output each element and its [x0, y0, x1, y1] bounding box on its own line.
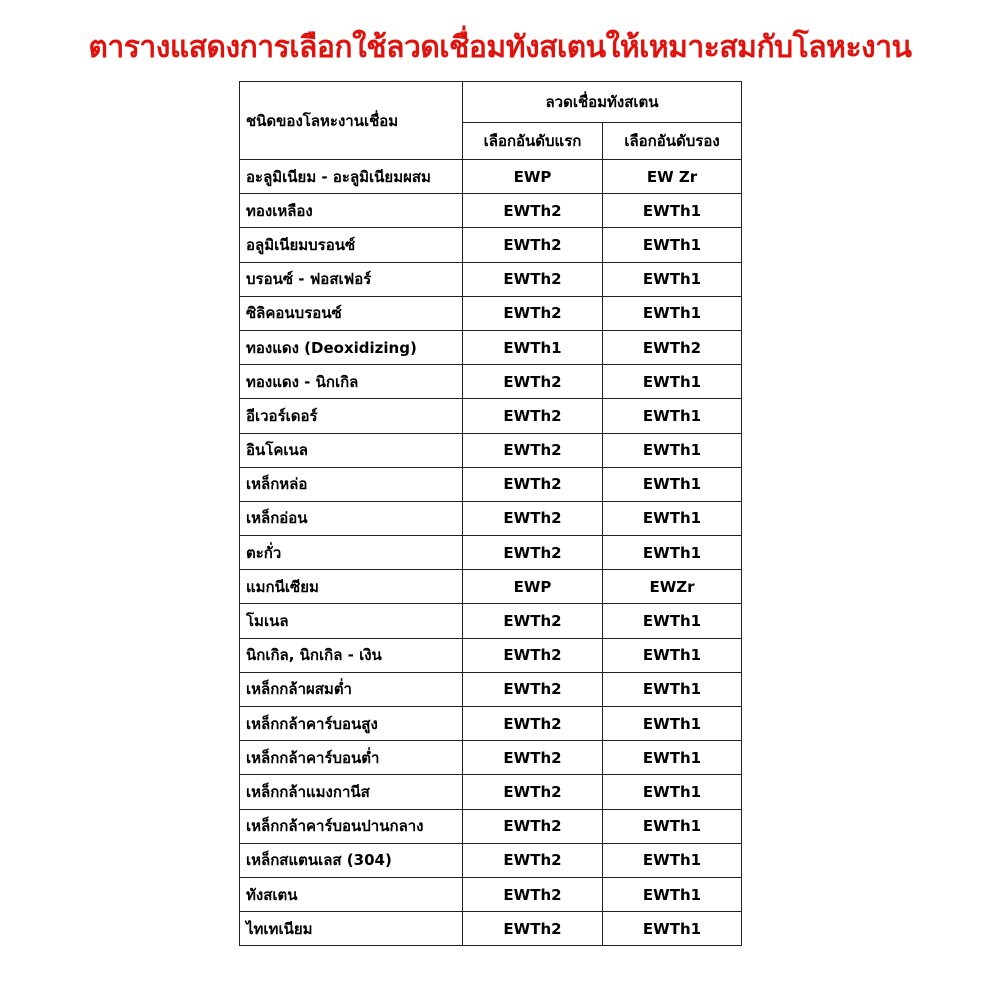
metal-cell: เหล็กกล้าคาร์บอนต่ำ — [240, 741, 463, 775]
first-choice-cell: EWTh2 — [463, 365, 603, 399]
second-choice-cell: EWTh1 — [603, 467, 742, 501]
table-row — [240, 160, 742, 194]
metal-cell: ไทเทเนียม — [240, 912, 463, 946]
second-choice-cell: EWTh1 — [603, 194, 742, 228]
table-row — [240, 330, 742, 364]
first-choice-cell: EWTh2 — [463, 877, 603, 911]
table-row — [240, 262, 742, 296]
first-choice-cell: EWP — [463, 570, 603, 604]
first-choice-cell: EWTh2 — [463, 228, 603, 262]
table-row — [240, 775, 742, 809]
second-choice-cell: EWTh2 — [603, 330, 742, 364]
first-choice-cell: EWTh2 — [463, 433, 603, 467]
table-row — [240, 912, 742, 946]
second-choice-cell: EWTh1 — [603, 433, 742, 467]
second-choice-cell: EWTh1 — [603, 365, 742, 399]
table-row — [240, 707, 742, 741]
table-row — [240, 604, 742, 638]
header-first-choice: เลือกอันดับแรก — [463, 123, 603, 160]
second-choice-cell: EWTh1 — [603, 296, 742, 330]
metal-cell: เหล็กกล้าคาร์บอนสูง — [240, 707, 463, 741]
metal-cell: บรอนซ์ - ฟอสเฟอร์ — [240, 262, 463, 296]
second-choice-cell: EWTh1 — [603, 843, 742, 877]
table-row — [240, 843, 742, 877]
table-row — [240, 536, 742, 570]
metal-cell: เหล็กกล้าคาร์บอนปานกลาง — [240, 809, 463, 843]
first-choice-cell: EWTh2 — [463, 843, 603, 877]
first-choice-cell: EWTh2 — [463, 912, 603, 946]
second-choice-cell: EWTh1 — [603, 809, 742, 843]
table-row — [240, 365, 742, 399]
first-choice-cell: EWTh2 — [463, 296, 603, 330]
first-choice-cell: EWTh2 — [463, 741, 603, 775]
metal-cell: อะลูมิเนียม - อะลูมิเนียมผสม — [240, 160, 463, 194]
first-choice-cell: EWTh2 — [463, 262, 603, 296]
metal-cell: อินโคเนล — [240, 433, 463, 467]
first-choice-cell: EWP — [463, 160, 603, 194]
metal-cell: โมเนล — [240, 604, 463, 638]
metal-cell: อลูมิเนียมบรอนซ์ — [240, 228, 463, 262]
header-tungsten-electrode: ลวดเชื่อมทังสเตน — [463, 82, 742, 123]
metal-cell: ตะกั่ว — [240, 536, 463, 570]
first-choice-cell: EWTh2 — [463, 194, 603, 228]
header-metal-type: ชนิดของโลหะงานเชื่อม — [240, 82, 463, 160]
second-choice-cell: EWTh1 — [603, 228, 742, 262]
metal-cell: เหล็กกล้าผสมต่ำ — [240, 672, 463, 706]
first-choice-cell: EWTh2 — [463, 638, 603, 672]
second-choice-cell: EWTh1 — [603, 262, 742, 296]
metal-cell: เหล็กอ่อน — [240, 501, 463, 535]
table-row — [240, 741, 742, 775]
table-row — [240, 570, 742, 604]
second-choice-cell: EWTh1 — [603, 604, 742, 638]
table-row — [240, 672, 742, 706]
second-choice-cell: EWTh1 — [603, 707, 742, 741]
metal-cell: ซิลิคอนบรอนซ์ — [240, 296, 463, 330]
metal-cell: นิกเกิล, นิกเกิล - เงิน — [240, 638, 463, 672]
second-choice-cell: EWTh1 — [603, 536, 742, 570]
second-choice-cell: EWTh1 — [603, 672, 742, 706]
second-choice-cell: EWZr — [603, 570, 742, 604]
table-row — [240, 399, 742, 433]
first-choice-cell: EWTh1 — [463, 330, 603, 364]
table-row — [240, 501, 742, 535]
second-choice-cell: EWTh1 — [603, 638, 742, 672]
metal-cell: ทองแดง (Deoxidizing) — [240, 330, 463, 364]
first-choice-cell: EWTh2 — [463, 809, 603, 843]
metal-cell: เหล็กกล้าแมงกานีส — [240, 775, 463, 809]
table-row — [240, 433, 742, 467]
first-choice-cell: EWTh2 — [463, 672, 603, 706]
metal-cell: เหล็กสแตนเลส (304) — [240, 843, 463, 877]
first-choice-cell: EWTh2 — [463, 467, 603, 501]
second-choice-cell: EWTh1 — [603, 399, 742, 433]
first-choice-cell: EWTh2 — [463, 536, 603, 570]
second-choice-cell: EWTh1 — [603, 775, 742, 809]
table-row — [240, 467, 742, 501]
second-choice-cell: EWTh1 — [603, 501, 742, 535]
table-row — [240, 638, 742, 672]
first-choice-cell: EWTh2 — [463, 707, 603, 741]
metal-cell: ทองแดง - นิกเกิล — [240, 365, 463, 399]
metal-cell: ทังสเตน — [240, 877, 463, 911]
second-choice-cell: EWTh1 — [603, 877, 742, 911]
first-choice-cell: EWTh2 — [463, 775, 603, 809]
metal-cell: แมกนีเซียม — [240, 570, 463, 604]
second-choice-cell: EWTh1 — [603, 741, 742, 775]
page-title: ตารางแสดงการเลือกใช้ลวดเชื่อมทังสเตนให้เหมาะสมกับโลหะงาน — [88, 30, 912, 65]
table-row — [240, 296, 742, 330]
table-row — [240, 877, 742, 911]
table-row — [240, 194, 742, 228]
header-second-choice: เลือกอันดับรอง — [603, 123, 742, 160]
table-row — [240, 809, 742, 843]
electrode-selection-table — [239, 81, 742, 946]
first-choice-cell: EWTh2 — [463, 604, 603, 638]
metal-cell: อีเวอร์เดอร์ — [240, 399, 463, 433]
second-choice-cell: EW Zr — [603, 160, 742, 194]
second-choice-cell: EWTh1 — [603, 912, 742, 946]
first-choice-cell: EWTh2 — [463, 501, 603, 535]
first-choice-cell: EWTh2 — [463, 399, 603, 433]
table-row — [240, 228, 742, 262]
metal-cell: เหล็กหล่อ — [240, 467, 463, 501]
metal-cell: ทองเหลือง — [240, 194, 463, 228]
